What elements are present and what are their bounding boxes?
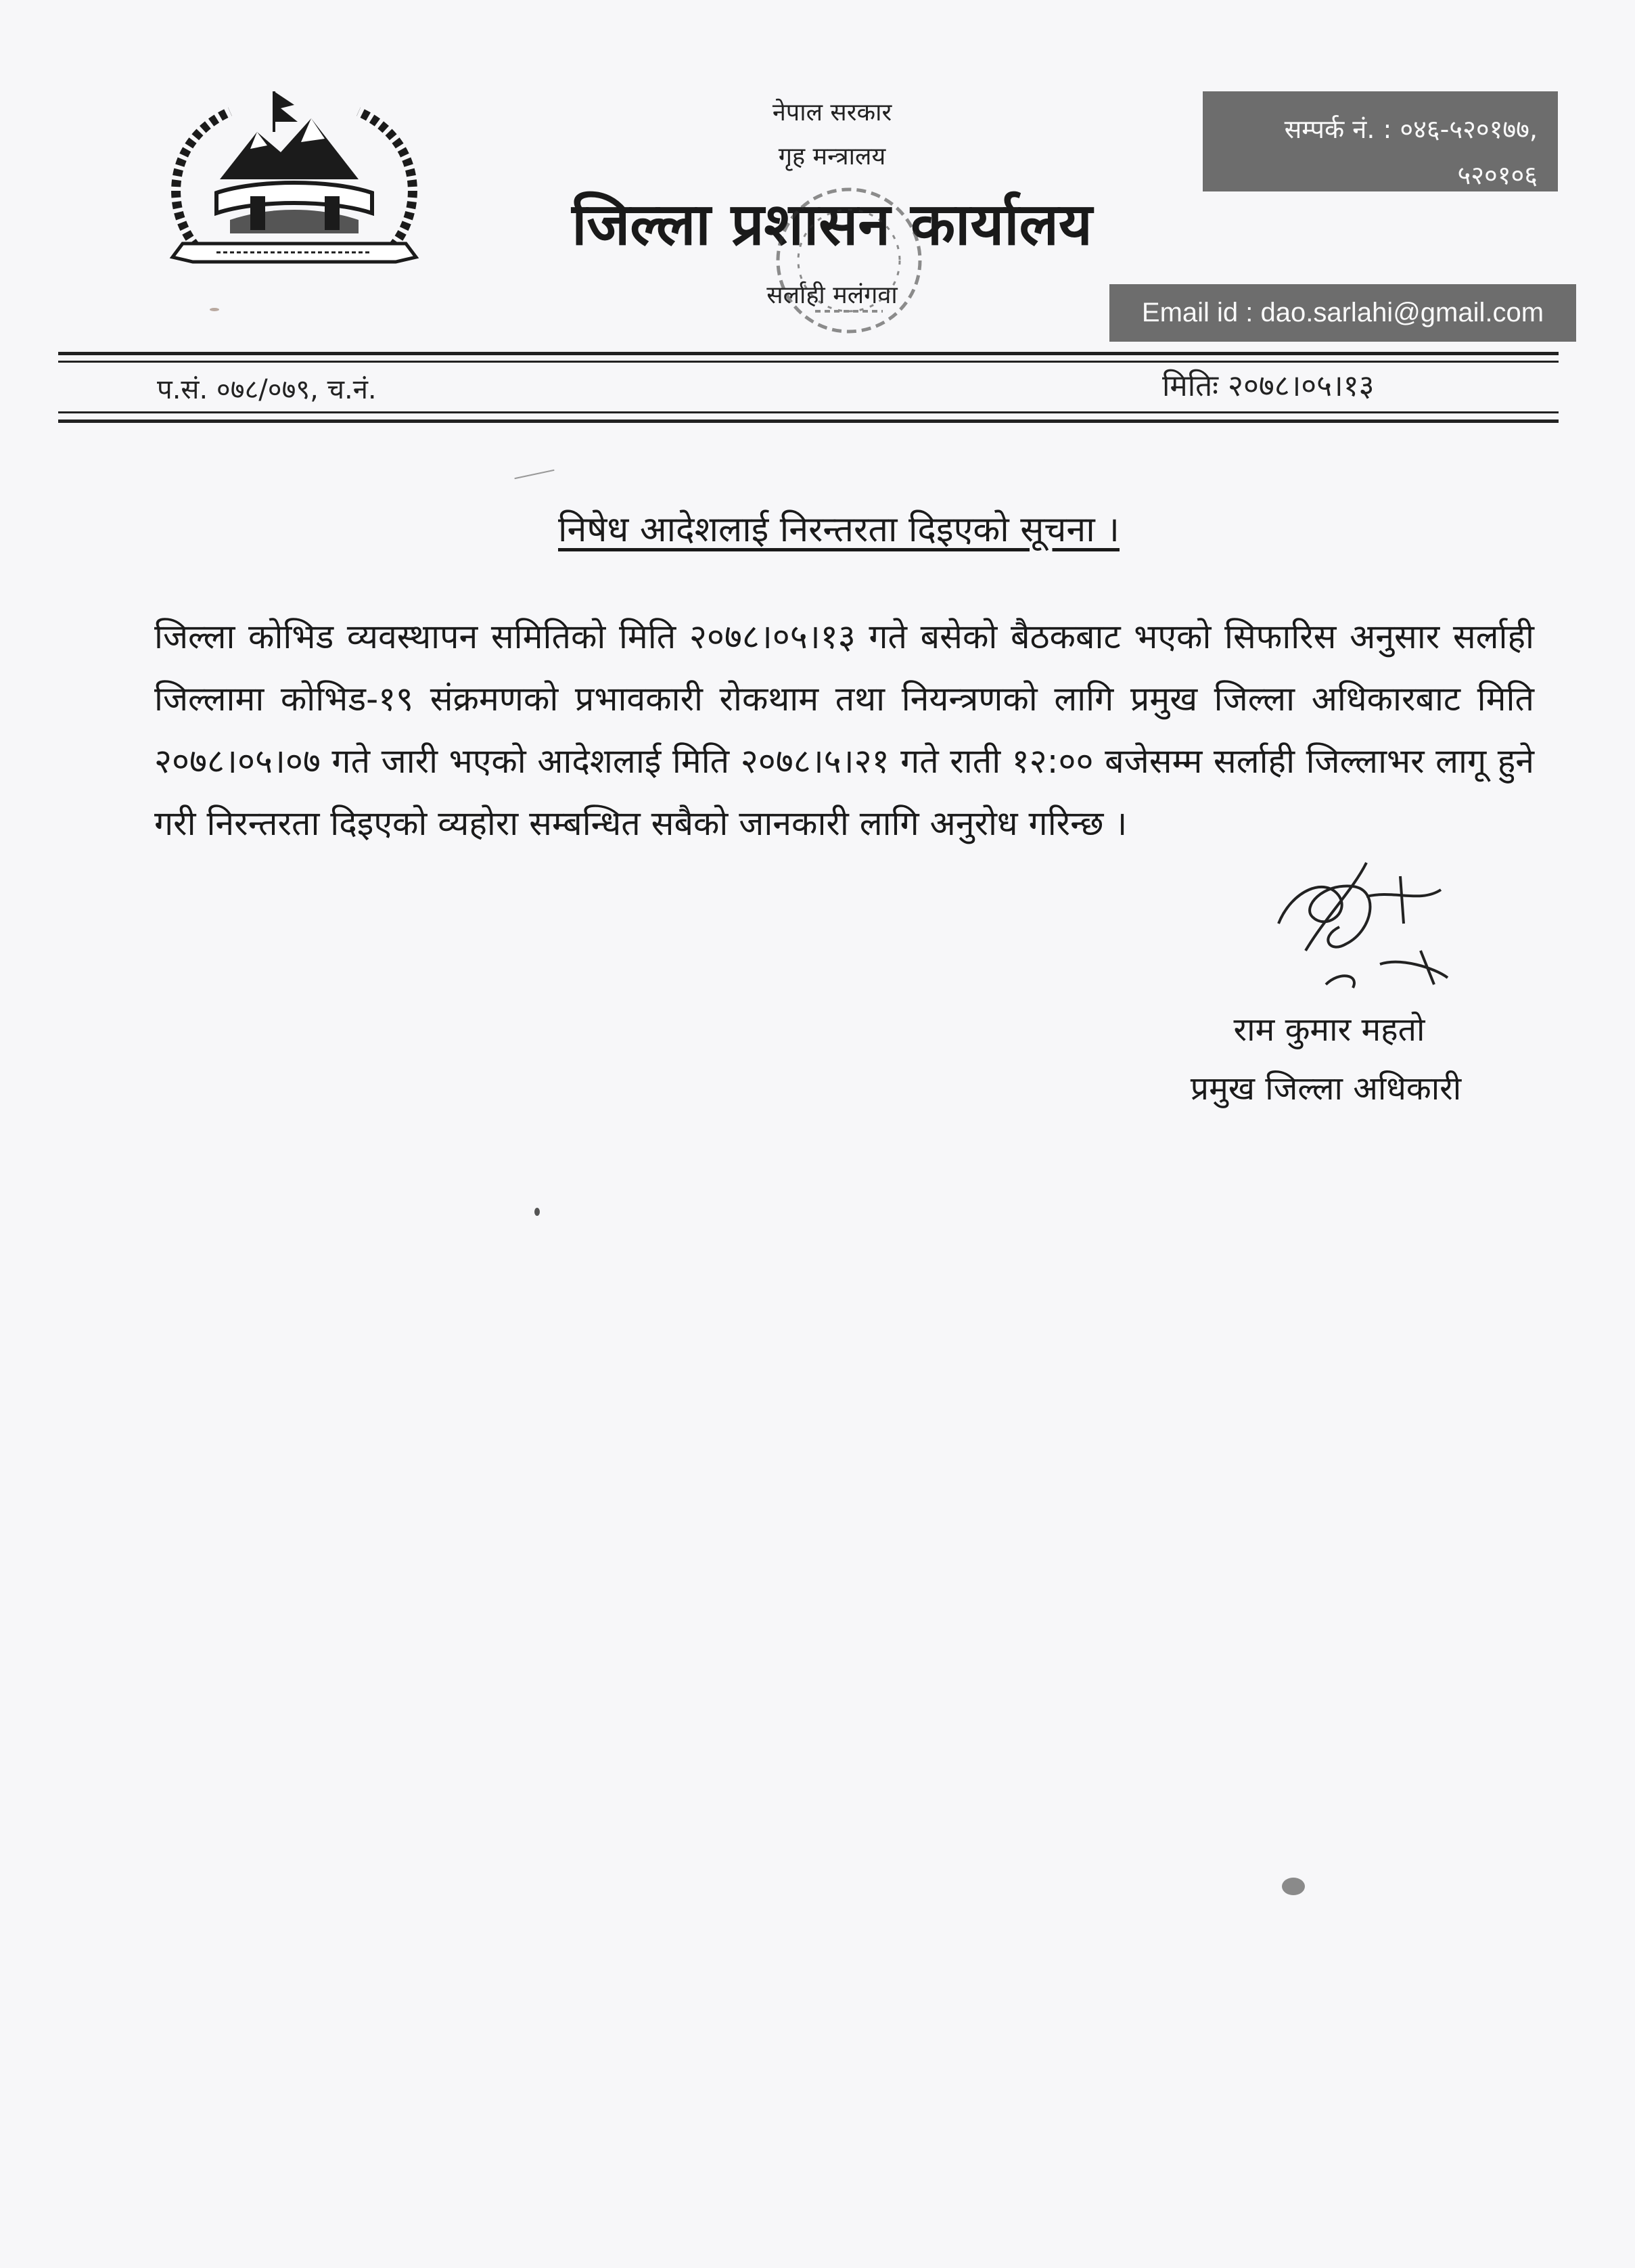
signature-icon: [1265, 849, 1468, 1012]
contact-number: सम्पर्क नं. : ०४६-५२०१७७,: [1284, 114, 1538, 144]
scan-speck: [1282, 1878, 1305, 1895]
contact-box: [1203, 91, 1558, 191]
government-name: नेपाल सरकार: [772, 99, 892, 127]
header-divider: [58, 361, 1559, 363]
nepal-emblem-icon: [156, 85, 433, 274]
letter-date: मितिः २०७८।०५।१३: [1162, 369, 1375, 403]
scan-speck: [210, 308, 219, 311]
header-divider: [58, 352, 1559, 355]
signatory-name: राम कुमार महतो: [1233, 1011, 1425, 1049]
email-address: Email id : dao.sarlahi@gmail.com: [1109, 284, 1576, 342]
office-title: जिल्ला प्रशासन कार्यालय: [572, 191, 1092, 258]
office-stamp-icon: [768, 173, 930, 348]
reference-number: प.सं. ०७८/०७९, च.नं.: [157, 374, 377, 405]
office-location: सर्लाही मलंगवा: [766, 281, 898, 309]
scan-speck: [514, 470, 554, 479]
ministry-name: गृह मन्त्रालय: [778, 143, 886, 171]
header-divider: [58, 411, 1559, 413]
scan-speck: [534, 1208, 540, 1216]
notice-body: जिल्ला कोभिड व्यवस्थापन समितिको मिति २०७८।०५।१३ गते बसेको बैठकबाट भएको सिफारिस अनुसार सर्लाही जिल्लामा कोभिड-१९ संक्रमणको प्रभावकारी रोकथाम तथा नियन्त्रणको लागि प्रमुख जिल्ला अधिकारबाट मिति २०७८।०५।०७ गते जारी भएको आदेशलाई मिति २०७८।५।२१ गते राती १२:०० बजेसम्म सर्लाही जिल्लाभर लागू हुने गरी निरन्तरता दिइएको व्यहोरा सम्बन्धित सबैको जानकारी लागि अनुरोध गरिन्छ ।: [154, 617, 1534, 843]
contact-number-extra: ५२०१०६: [1457, 160, 1538, 190]
header-divider: [58, 419, 1559, 423]
notice-title: निषेध आदेशलाई निरन्तरता दिइएको सूचना ।: [558, 509, 1120, 550]
signatory-title: प्रमुख जिल्ला अधिकारी: [1190, 1070, 1462, 1108]
